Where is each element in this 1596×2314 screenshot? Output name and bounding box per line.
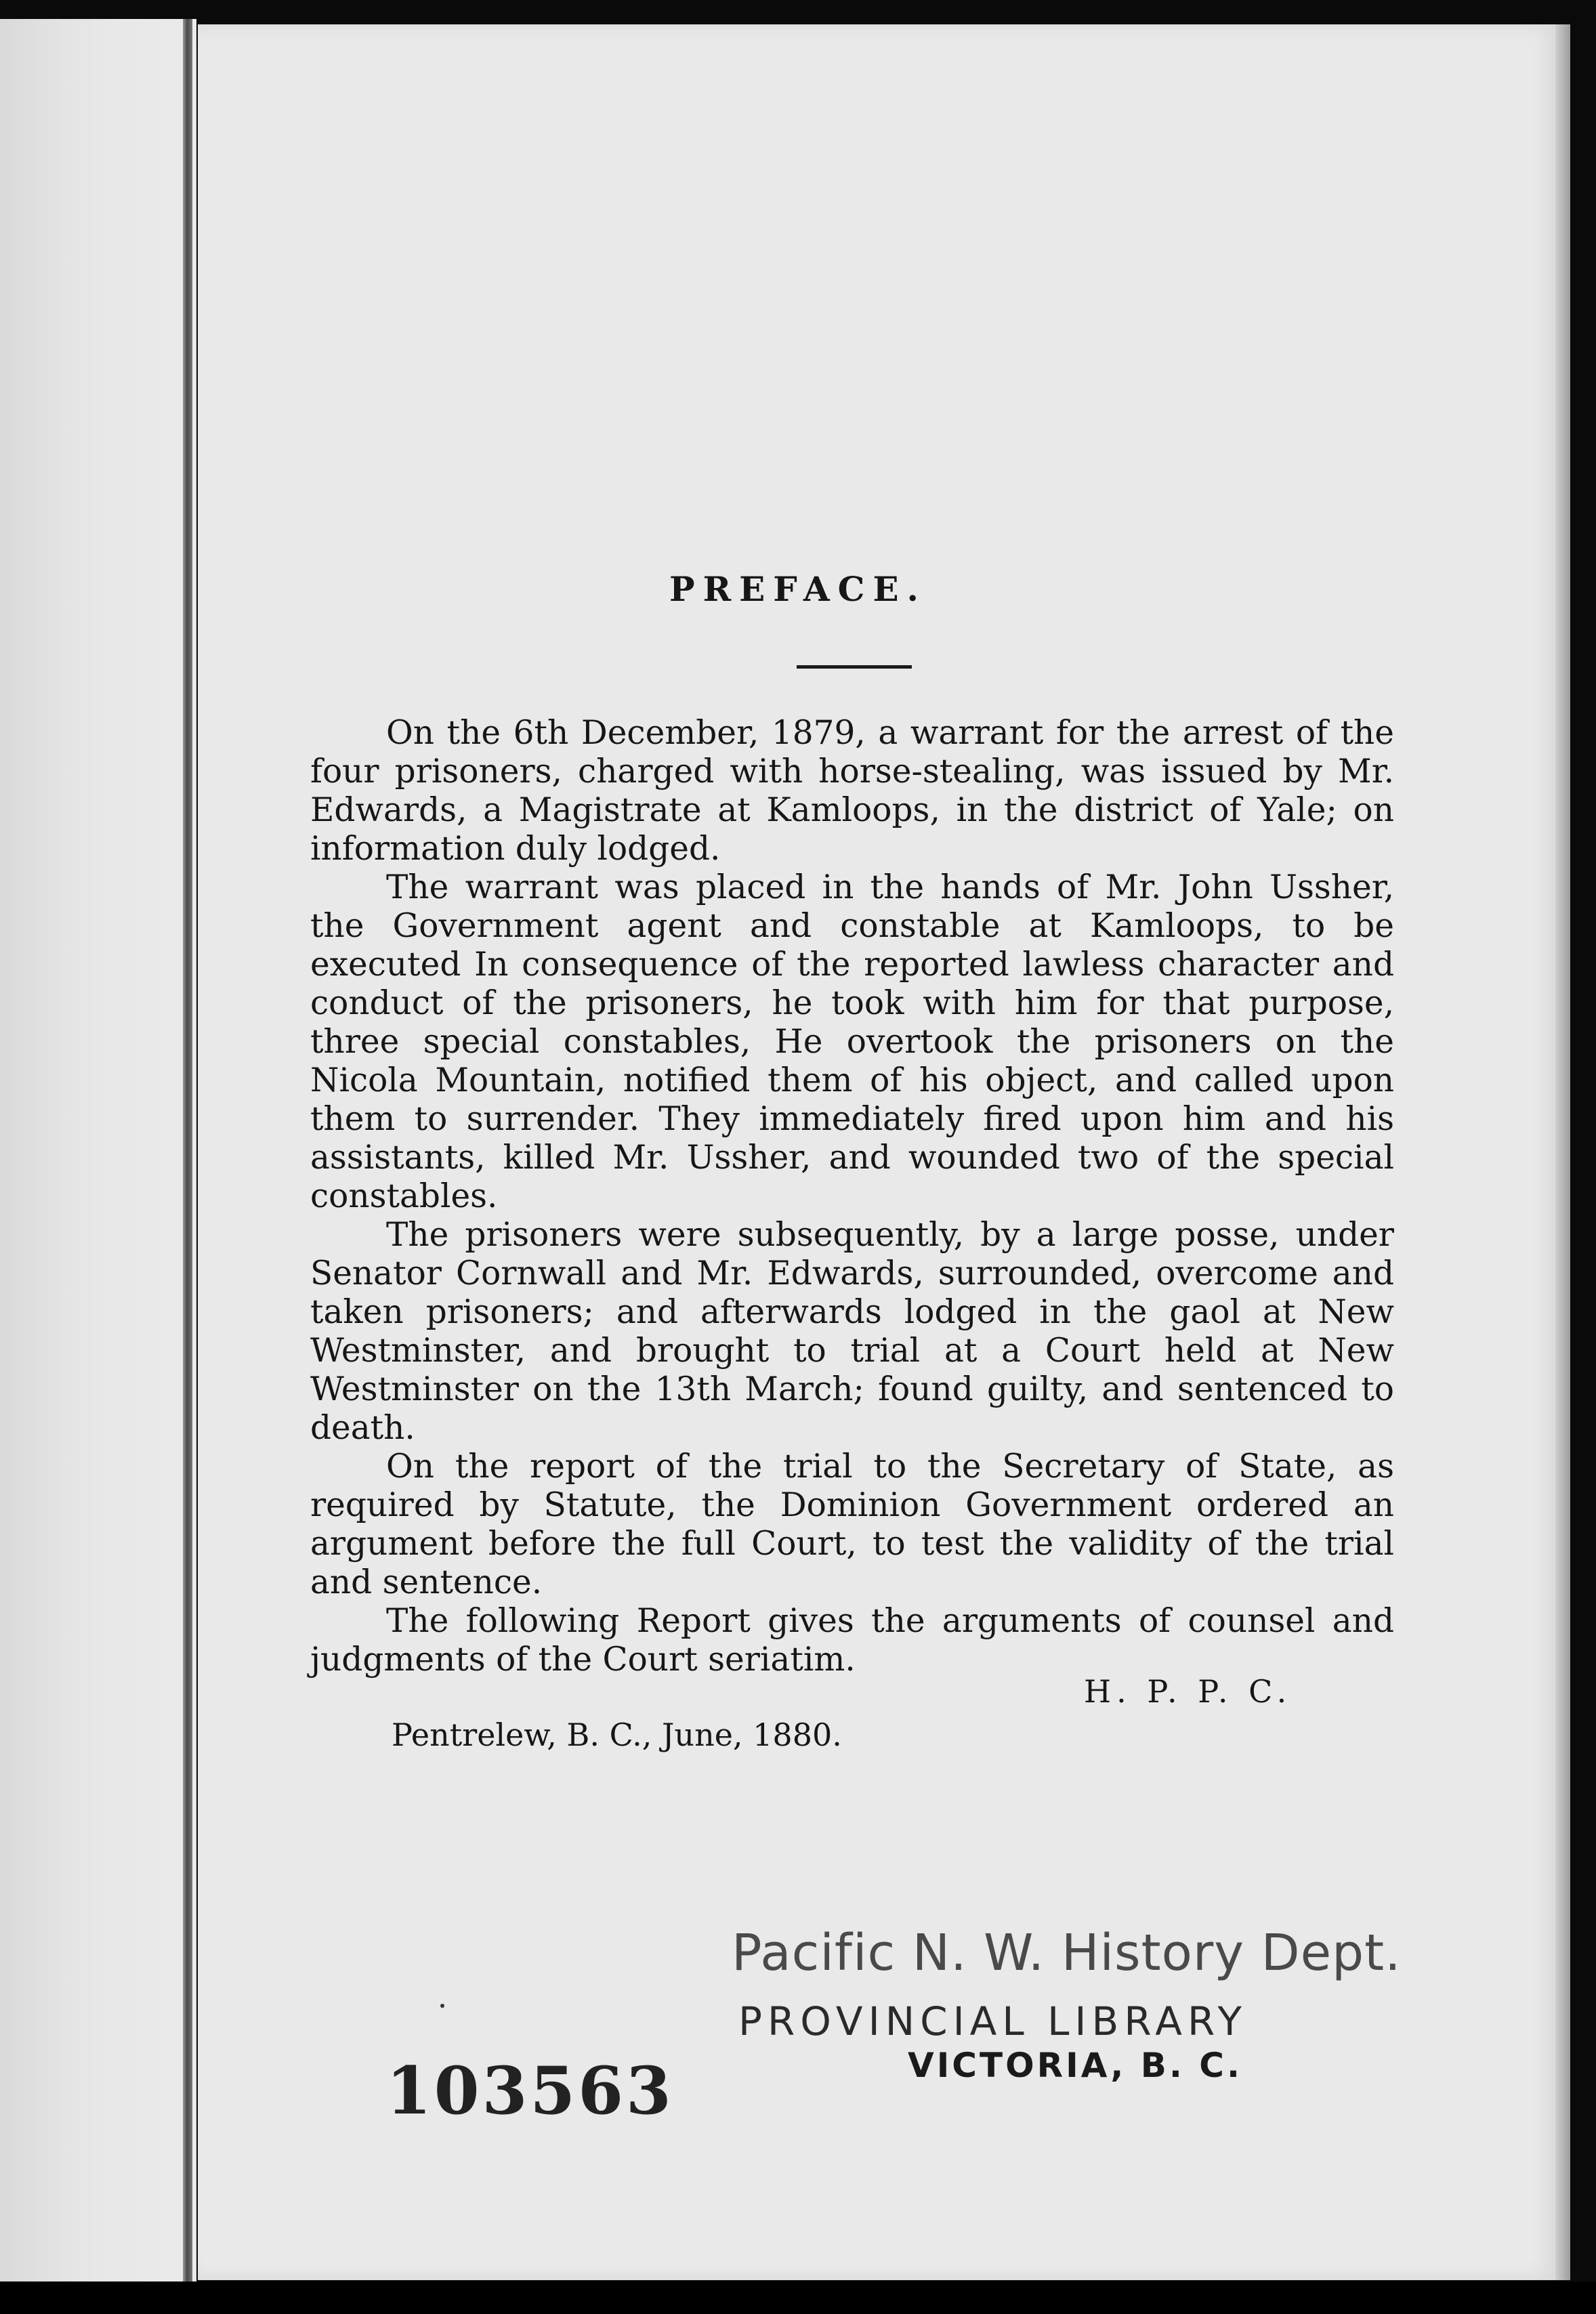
author-initials: H. P. P. C. (1084, 1673, 1293, 1710)
library-stamp-line-3: VICTORIA, B. C. (908, 2046, 1242, 2085)
page-right-edge (1555, 24, 1570, 2280)
title-rule (797, 665, 912, 669)
paragraph: The warrant was placed in the hands of Mr. John Ussher, the Government agent and constable at Kamloops, to be executed In consequence of the reported lawless character and conduct of the prisoners, he took with him for that purpose, three special constables, He overtook the prisoners on the Nicola Mountain, notified them of his object, and called upon them to surrender. They immediately fired upon him and his assistants, killed Mr. Ussher, and wounded two of the special constables. (310, 868, 1394, 1215)
preface-body (310, 714, 1394, 1679)
ink-speck (440, 2004, 444, 2008)
left-page-margin (0, 19, 196, 2281)
paragraph: On the report of the trial to the Secretary of State, as required by Statute, the Dominion Government ordered an argument before the full Court, to test the validity of the trial and sentence. (310, 1448, 1394, 1601)
place-and-date: Pentrelew, B. C., June, 1880. (392, 1717, 842, 1753)
library-stamp-line-1: Pacific N. W. History Dept. (732, 1924, 1402, 1982)
paragraph: On the 6th December, 1879, a warrant for the arrest of the four prisoners, charged with horse-stealing, was issued by Mr. Edwards, a Magistrate at Kamloops, in the district of Yale; on information duly lodged. (310, 714, 1394, 868)
library-stamp-line-2: PROVINCIAL LIBRARY (738, 1998, 1247, 2044)
binding-fold (183, 19, 192, 2281)
accession-number: 103563 (386, 2053, 674, 2129)
page-title: PREFACE. (669, 569, 927, 609)
paragraph: The prisoners were subsequently, by a large posse, under Senator Cornwall and Mr. Edwards, surrounded, overcome and taken prisoners; and afterwards lodged in the gaol at New Westminster, and brought to trial at a Court held at New Westminster on the 13th March; found guilty, and sentenced to death. (310, 1216, 1394, 1447)
paragraph: The following Report gives the arguments of counsel and judgments of the Court seriatim. (310, 1602, 1394, 1679)
scan-bottom-border (0, 2281, 1596, 2314)
